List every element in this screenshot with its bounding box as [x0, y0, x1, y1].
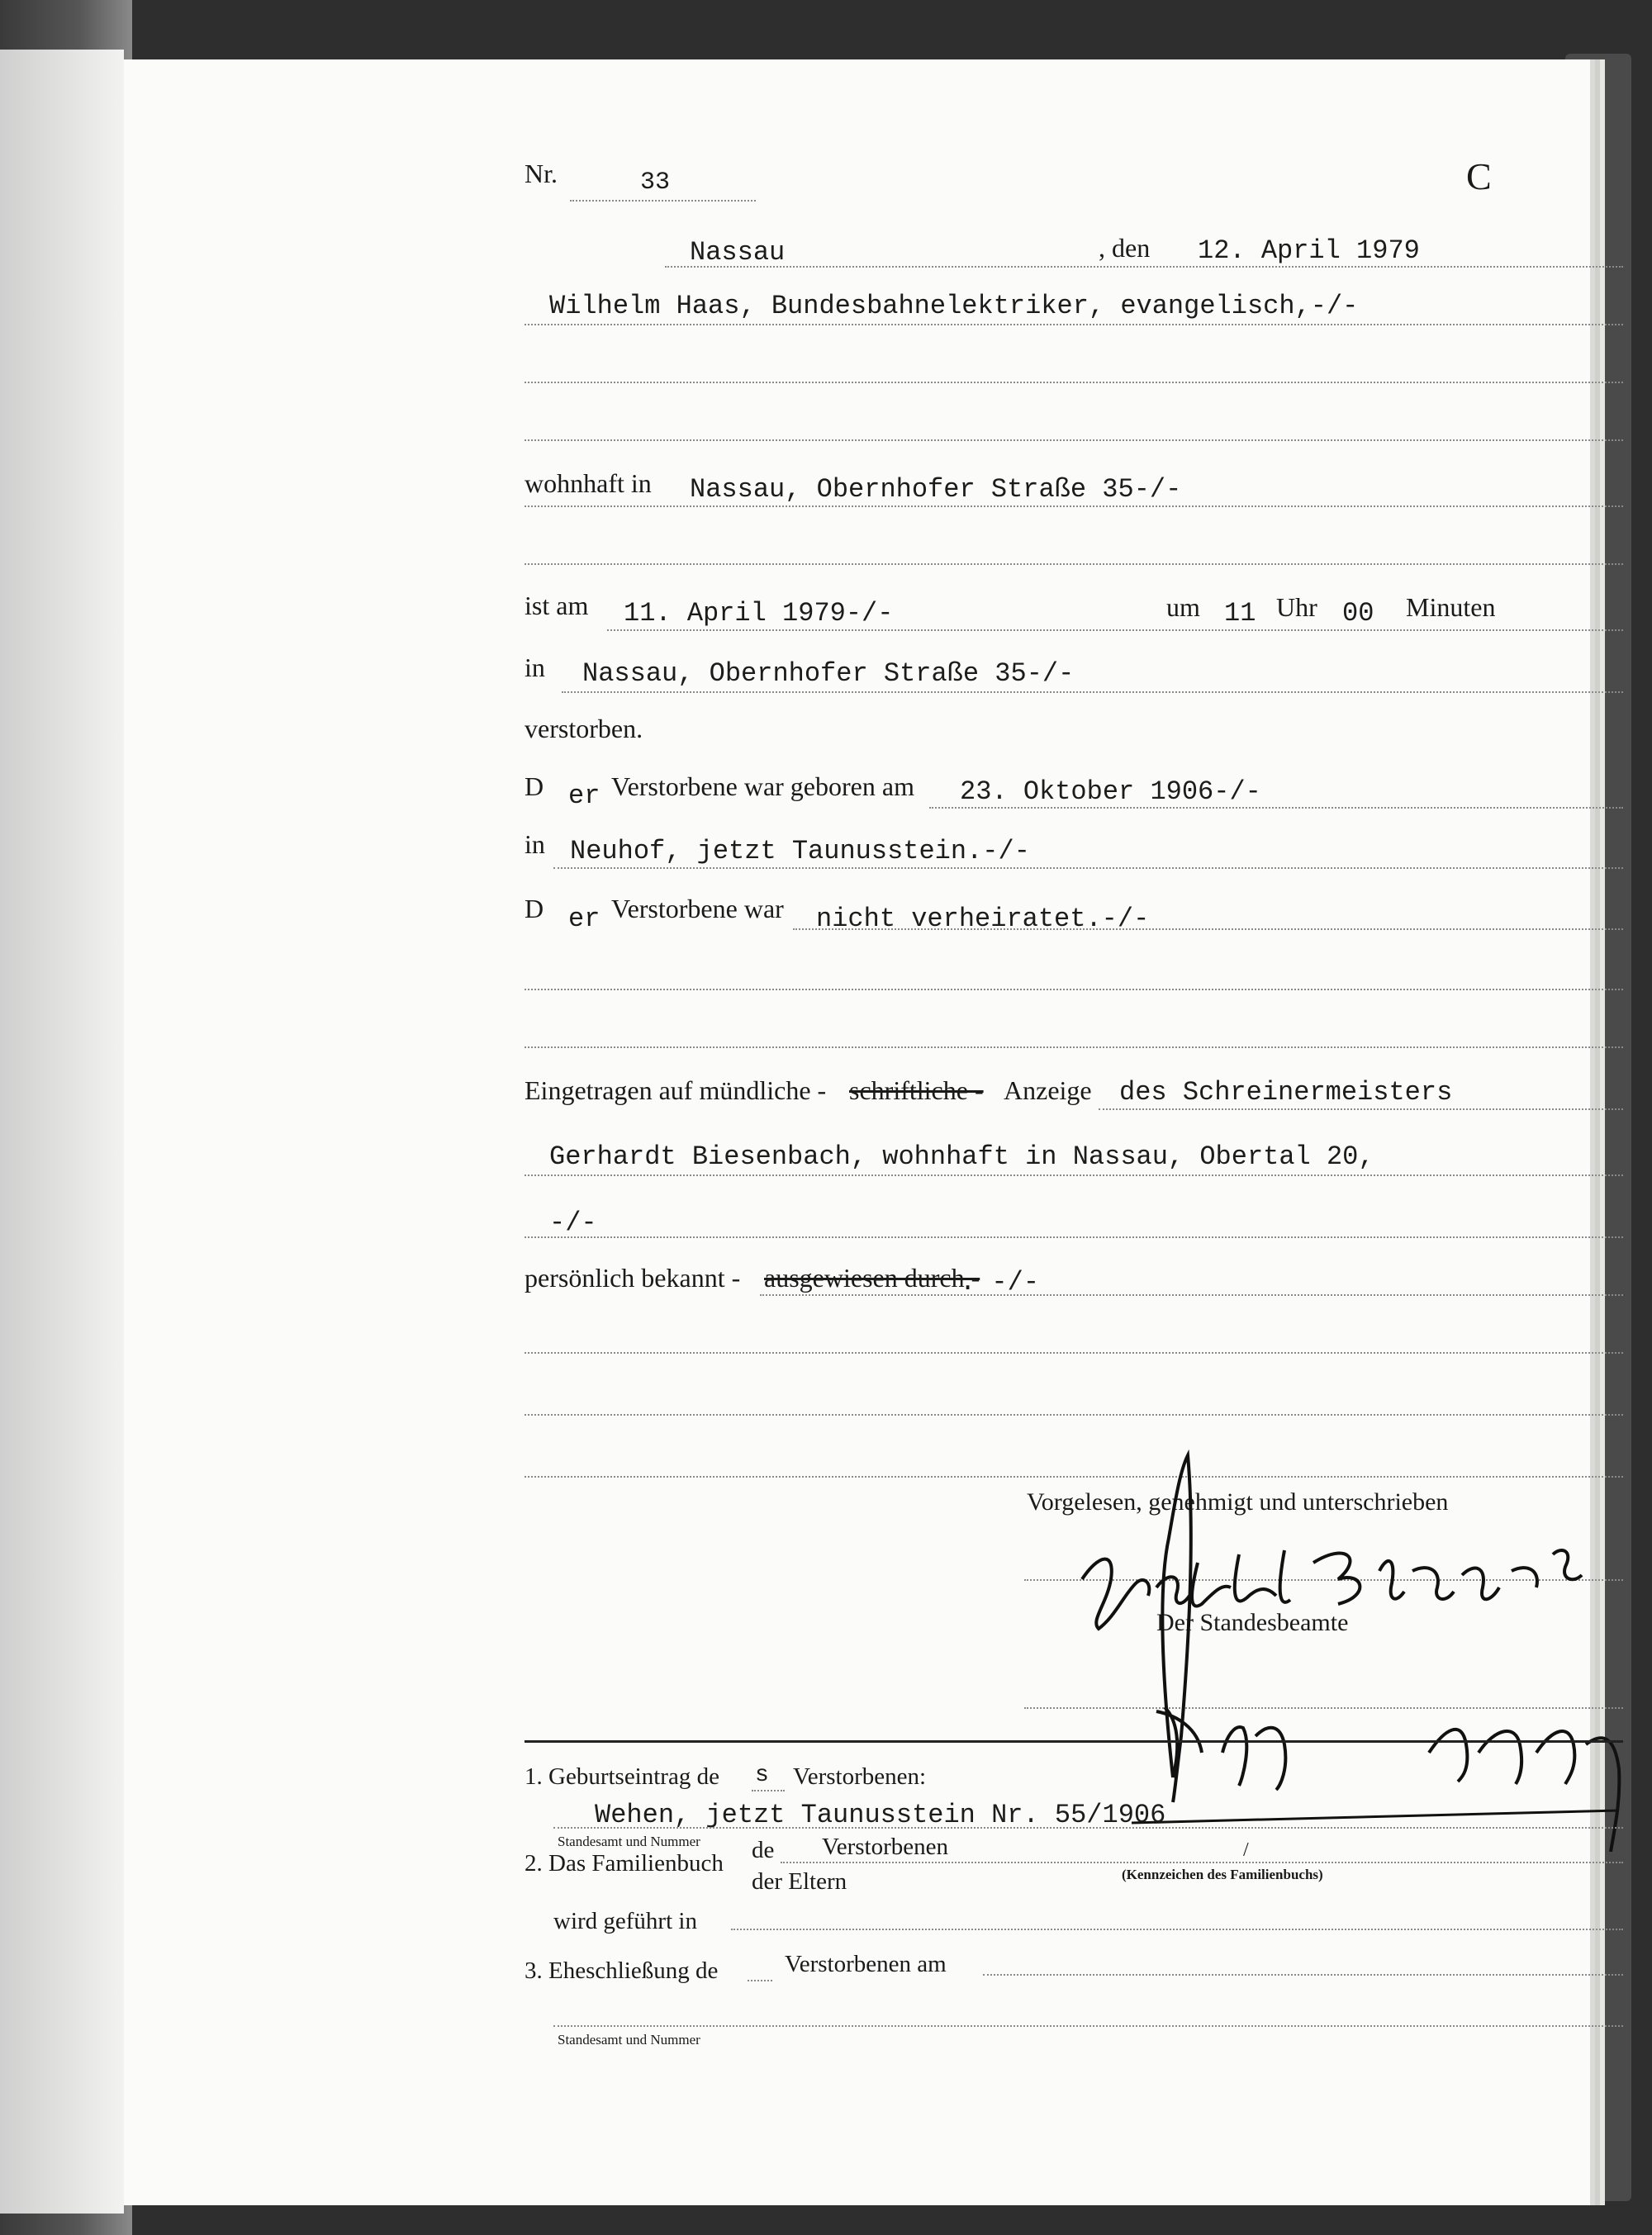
marital-line-3 [525, 1046, 1623, 1048]
note-2-de: de [752, 1837, 775, 1863]
death-place-line [562, 691, 1623, 693]
standesamt-nummer-label-2: Standesamt und Nummer [558, 2032, 700, 2048]
marital-line [793, 928, 1623, 930]
standesamt-nummer-label: Standesamt und Nummer [558, 1834, 700, 1849]
bekannt-line-2 [525, 1352, 1623, 1354]
note-1-value: Wehen, jetzt Taunusstein Nr. 55/1906 [595, 1800, 1166, 1830]
marital-line-2 [525, 989, 1623, 990]
date-value: 12. April 1979 [1198, 235, 1420, 266]
ausgewiesen-struck: ausgewiesen durch - [764, 1263, 980, 1293]
informant-line-a [1099, 1108, 1623, 1110]
eingetragen-label: Eingetragen auf mündliche - [525, 1075, 827, 1105]
note-1-after: Verstorbenen: [793, 1763, 927, 1790]
note-1-s: s [755, 1763, 769, 1788]
verstorben-label: verstorben. [525, 714, 643, 743]
ist-am-line [607, 629, 1623, 631]
hour-value: 11 [1224, 598, 1256, 629]
birth-place-value: Neuhof, jetzt Taunusstein.-/- [570, 836, 1030, 866]
birth-place-line [553, 867, 1623, 869]
nr-line [570, 200, 756, 202]
note-2-label: 2. Das Familienbuch [525, 1850, 724, 1877]
note-1-line [553, 1827, 1623, 1829]
nr-value: 33 [640, 168, 671, 197]
informant-line-3: -/- [549, 1208, 597, 1238]
standesbeamte-label: Der Standesbeamte [1156, 1609, 1349, 1636]
schriftliche-struck: schriftliche - [849, 1075, 984, 1105]
section-divider [525, 1740, 1623, 1743]
informant-line-1: des Schreinermeisters [1119, 1077, 1453, 1108]
informant-signature [1066, 1505, 1644, 1654]
wohnhaft-line [525, 505, 1623, 507]
uhr-label: Uhr [1276, 592, 1317, 622]
person-line-3 [525, 439, 1623, 441]
wohnhaft-line-2 [525, 563, 1623, 565]
note-1-label: 1. Geburtseintrag de [525, 1763, 719, 1790]
minutes-value: 00 [1342, 598, 1374, 629]
er2-value: er [568, 904, 601, 934]
um-label: um [1166, 592, 1200, 622]
note-3-after: Verstorbenen am [785, 1951, 947, 1977]
page-letter: C [1466, 155, 1492, 197]
death-register-page [124, 59, 1590, 2205]
ist-am-label: ist am [525, 591, 589, 620]
person-line-1 [525, 324, 1623, 325]
d-label: D [525, 771, 544, 801]
minuten-label: Minuten [1406, 592, 1496, 622]
note-2-gefuehrt-line [731, 1929, 1623, 1930]
note-1-s-line [752, 1790, 785, 1791]
wohnhaft-label: wohnhaft in [525, 468, 652, 498]
geboren-label: Verstorbene war geboren am [611, 771, 914, 801]
person-value: Wilhelm Haas, Bundesbahnelektriker, evangelisch,-/- [549, 291, 1359, 321]
vorgelesen-label: Vorgelesen, genehmigt und unterschrieben [1027, 1488, 1449, 1516]
note-2-eltern: der Eltern [752, 1868, 847, 1895]
informant-line-2: Gerhardt Biesenbach, wohnhaft in Nassau, Obertal 20, [549, 1141, 1374, 1172]
note-3-line-2 [553, 2025, 1623, 2027]
in2-label: in [525, 829, 545, 859]
person-line-2 [525, 382, 1623, 383]
note-2-verstorbenen: Verstorbenen [822, 1834, 949, 1860]
in-label: in [525, 652, 545, 682]
note-2-line [781, 1862, 1623, 1863]
d2-label: D [525, 894, 544, 923]
book-left-page-edge [0, 50, 124, 2214]
nr-label: Nr. [525, 159, 558, 188]
place-line [665, 266, 1623, 268]
bekannt-value: . -/- [960, 1267, 1040, 1298]
informant-line-c [525, 1236, 1623, 1238]
place-value: Nassau [690, 237, 786, 268]
note-3-label: 3. Eheschließung de [525, 1957, 719, 1984]
note-2-kennzeichen: (Kennzeichen des Familienbuchs) [1122, 1867, 1323, 1882]
den-label: , den [1099, 233, 1151, 263]
note-3-line [983, 1974, 1623, 1976]
death-place-value: Nassau, Obernhofer Straße 35-/- [582, 658, 1075, 689]
note-2-slash: / [1243, 1839, 1249, 1861]
informant-line-b [525, 1174, 1623, 1176]
birth-date-value: 23. Oktober 1906-/- [960, 776, 1261, 807]
marital-value: nicht verheiratet.-/- [816, 904, 1150, 934]
bekannt-line [760, 1294, 1623, 1296]
bekannt-label: persönlich bekannt - [525, 1263, 741, 1293]
war-label: Verstorbene war [611, 894, 784, 923]
er-value: er [568, 781, 601, 811]
birth-date-line [929, 807, 1623, 809]
ist-am-value: 11. April 1979-/- [624, 598, 894, 629]
note-3-de-line [748, 1980, 772, 1981]
note-2-gefuehrt: wird geführt in [553, 1908, 697, 1934]
wohnhaft-value: Nassau, Obernhofer Straße 35-/- [690, 474, 1182, 505]
anzeige-label: Anzeige [1004, 1075, 1092, 1105]
